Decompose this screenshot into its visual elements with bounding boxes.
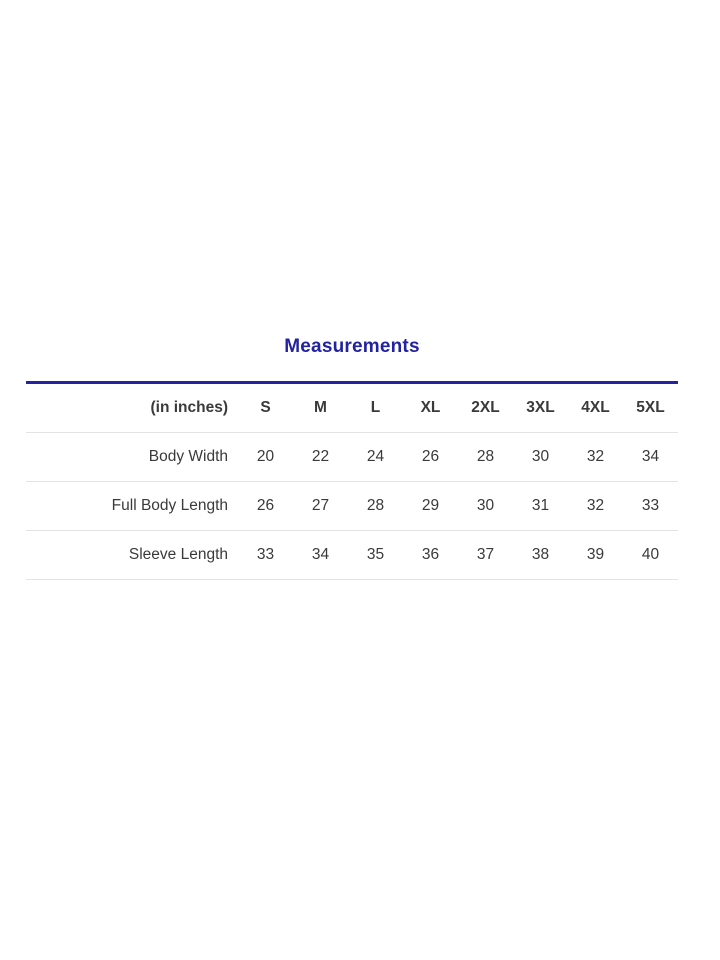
table-row [26,530,678,579]
column-header-3xl: 3XL [513,384,568,433]
cell-sleeve-length-xl: 36 [403,530,458,579]
cell-sleeve-length-m: 34 [293,530,348,579]
measurements-chart [26,336,678,580]
cell-body-width-2xl: 28 [458,432,513,481]
page-title: Measurements [284,336,420,357]
cell-sleeve-length-5xl: 40 [623,530,678,579]
cell-body-width-m: 22 [293,432,348,481]
cell-full-body-length-5xl: 33 [623,481,678,530]
cell-body-width-l: 24 [348,432,403,481]
cell-sleeve-length-3xl: 38 [513,530,568,579]
cell-sleeve-length-2xl: 37 [458,530,513,579]
cell-full-body-length-m: 27 [293,481,348,530]
cell-body-width-4xl: 32 [568,432,623,481]
cell-full-body-length-3xl: 31 [513,481,568,530]
table-header-row [26,384,678,433]
cell-full-body-length-2xl: 30 [458,481,513,530]
cell-full-body-length-4xl: 32 [568,481,623,530]
column-header-5xl: 5XL [623,384,678,433]
column-header-2xl: 2XL [458,384,513,433]
row-label-sleeve-length: Sleeve Length [26,530,238,579]
column-header-unit: (in inches) [26,384,238,433]
cell-sleeve-length-s: 33 [238,530,293,579]
cell-full-body-length-l: 28 [348,481,403,530]
column-header-l: L [348,384,403,433]
cell-full-body-length-s: 26 [238,481,293,530]
table-row [26,432,678,481]
column-header-s: S [238,384,293,433]
cell-body-width-xl: 26 [403,432,458,481]
cell-body-width-3xl: 30 [513,432,568,481]
cell-full-body-length-xl: 29 [403,481,458,530]
size-chart-table [26,381,678,580]
cell-sleeve-length-4xl: 39 [568,530,623,579]
column-header-m: M [293,384,348,433]
row-label-full-body-length: Full Body Length [26,481,238,530]
column-header-xl: XL [403,384,458,433]
cell-body-width-s: 20 [238,432,293,481]
row-label-body-width: Body Width [26,432,238,481]
table-row [26,481,678,530]
column-header-4xl: 4XL [568,384,623,433]
cell-sleeve-length-l: 35 [348,530,403,579]
cell-body-width-5xl: 34 [623,432,678,481]
